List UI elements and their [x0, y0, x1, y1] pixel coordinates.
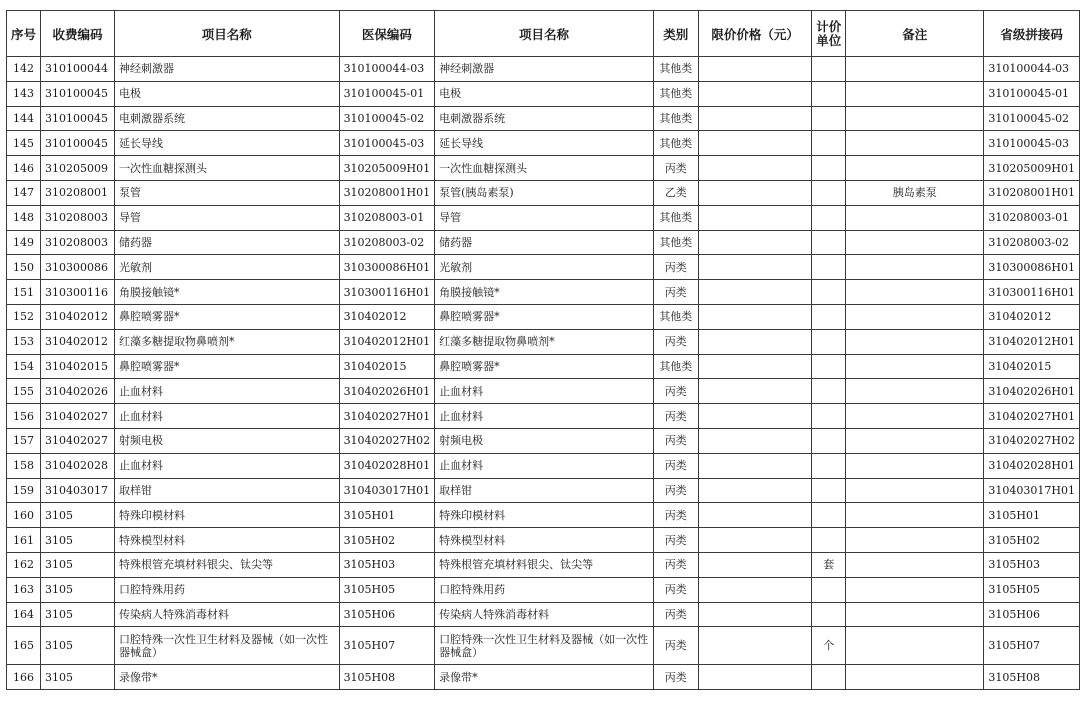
cell-category: 丙类 [653, 156, 698, 181]
cell-fee-code: 310100045 [41, 81, 115, 106]
cell-province-code: 310402026H01 [984, 379, 1080, 404]
header-item-name-2: 项目名称 [435, 11, 654, 57]
cell-medins-code: 3105H05 [339, 577, 435, 602]
cell-item-name-2: 储药器 [435, 230, 654, 255]
table-row [7, 106, 1080, 131]
cell-unit [812, 602, 846, 627]
cell-unit [812, 81, 846, 106]
cell-remark [846, 230, 984, 255]
cell-item-name-2: 录像带* [435, 665, 654, 690]
cell-category: 丙类 [653, 379, 698, 404]
cell-price-limit [698, 106, 812, 131]
cell-category: 其他类 [653, 57, 698, 82]
cell-category: 其他类 [653, 354, 698, 379]
cell-price-limit [698, 503, 812, 528]
cell-remark [846, 665, 984, 690]
cell-medins-code: 310402012H01 [339, 329, 435, 354]
cell-item-name: 特殊印模材料 [114, 503, 339, 528]
cell-fee-code: 310100045 [41, 106, 115, 131]
cell-item-name-2: 特殊模型材料 [435, 528, 654, 553]
cell-remark [846, 329, 984, 354]
cell-seq: 163 [7, 577, 41, 602]
cell-item-name: 泵管 [114, 180, 339, 205]
cell-seq: 156 [7, 404, 41, 429]
table-row [7, 503, 1080, 528]
cell-price-limit [698, 478, 812, 503]
cell-remark [846, 57, 984, 82]
cell-unit [812, 131, 846, 156]
cell-fee-code: 310205009 [41, 156, 115, 181]
cell-province-code: 310100045-02 [984, 106, 1080, 131]
cell-fee-code: 310100044 [41, 57, 115, 82]
cell-unit [812, 453, 846, 478]
cell-category: 丙类 [653, 503, 698, 528]
cell-seq: 145 [7, 131, 41, 156]
cell-medins-code: 3105H06 [339, 602, 435, 627]
cell-seq: 153 [7, 329, 41, 354]
header-category: 类别 [653, 11, 698, 57]
cell-fee-code: 3105 [41, 602, 115, 627]
table-row [7, 280, 1080, 305]
cell-remark [846, 478, 984, 503]
cell-unit [812, 354, 846, 379]
cell-category: 丙类 [653, 528, 698, 553]
cell-medins-code: 310205009H01 [339, 156, 435, 181]
cell-price-limit [698, 81, 812, 106]
cell-item-name-2: 特殊印模材料 [435, 503, 654, 528]
cell-price-limit [698, 57, 812, 82]
table-row [7, 577, 1080, 602]
cell-seq: 158 [7, 453, 41, 478]
cell-item-name: 口腔特殊用药 [114, 577, 339, 602]
cell-province-code: 310208003-01 [984, 205, 1080, 230]
cell-seq: 166 [7, 665, 41, 690]
cell-medins-code: 310100045-01 [339, 81, 435, 106]
cell-province-code: 310402027H02 [984, 428, 1080, 453]
cell-province-code: 310300116H01 [984, 280, 1080, 305]
cell-medins-code: 310208001H01 [339, 180, 435, 205]
cell-price-limit [698, 304, 812, 329]
cell-remark [846, 428, 984, 453]
cell-province-code: 310205009H01 [984, 156, 1080, 181]
cell-fee-code: 310402028 [41, 453, 115, 478]
cell-item-name: 射频电极 [114, 428, 339, 453]
cell-seq: 162 [7, 552, 41, 577]
cell-medins-code: 310100045-03 [339, 131, 435, 156]
cell-category: 其他类 [653, 304, 698, 329]
cell-unit [812, 57, 846, 82]
header-fee-code: 收费编码 [41, 11, 115, 57]
cell-fee-code: 310208003 [41, 205, 115, 230]
cell-fee-code: 310300116 [41, 280, 115, 305]
cell-province-code: 310208003-02 [984, 230, 1080, 255]
cell-province-code: 310402012H01 [984, 329, 1080, 354]
cell-remark [846, 552, 984, 577]
cell-item-name-2: 止血材料 [435, 404, 654, 429]
cell-province-code: 3105H03 [984, 552, 1080, 577]
header-price-limit: 限价价格（元） [698, 11, 812, 57]
cell-medins-code: 310100045-02 [339, 106, 435, 131]
cell-item-name-2: 口腔特殊用药 [435, 577, 654, 602]
cell-seq: 151 [7, 280, 41, 305]
cell-remark [846, 156, 984, 181]
cell-unit [812, 106, 846, 131]
cell-fee-code: 310300086 [41, 255, 115, 280]
cell-province-code: 310402015 [984, 354, 1080, 379]
header-remark: 备注 [846, 11, 984, 57]
table-row [7, 665, 1080, 690]
cell-unit [812, 428, 846, 453]
cell-remark [846, 528, 984, 553]
cell-price-limit [698, 602, 812, 627]
table-row [7, 304, 1080, 329]
cell-fee-code: 310402027 [41, 428, 115, 453]
cell-item-name-2: 神经刺激器 [435, 57, 654, 82]
cell-fee-code: 3105 [41, 503, 115, 528]
cell-fee-code: 310402027 [41, 404, 115, 429]
cell-item-name: 鼻腔喷雾器* [114, 304, 339, 329]
cell-fee-code: 310402012 [41, 304, 115, 329]
cell-unit [812, 528, 846, 553]
cell-item-name-2: 鼻腔喷雾器* [435, 354, 654, 379]
table-row [7, 156, 1080, 181]
cell-unit [812, 180, 846, 205]
cell-price-limit [698, 577, 812, 602]
cell-item-name: 止血材料 [114, 379, 339, 404]
table-row [7, 552, 1080, 577]
cell-item-name: 止血材料 [114, 453, 339, 478]
cell-category: 其他类 [653, 106, 698, 131]
cell-fee-code: 310403017 [41, 478, 115, 503]
table-row [7, 131, 1080, 156]
cell-province-code: 310100045-01 [984, 81, 1080, 106]
cell-price-limit [698, 552, 812, 577]
cell-medins-code: 310208003-02 [339, 230, 435, 255]
table-row [7, 627, 1080, 665]
cell-medins-code: 3105H02 [339, 528, 435, 553]
cell-unit [812, 379, 846, 404]
cell-unit [812, 255, 846, 280]
cell-price-limit [698, 180, 812, 205]
cell-seq: 147 [7, 180, 41, 205]
cell-price-limit [698, 230, 812, 255]
cell-unit [812, 503, 846, 528]
cell-province-code: 310100044-03 [984, 57, 1080, 82]
cell-item-name: 光敏剂 [114, 255, 339, 280]
cell-seq: 160 [7, 503, 41, 528]
header-unit [812, 11, 846, 57]
cell-item-name: 导管 [114, 205, 339, 230]
table-row [7, 379, 1080, 404]
cell-medins-code: 310300116H01 [339, 280, 435, 305]
cell-item-name: 录像带* [114, 665, 339, 690]
cell-medins-code: 310402015 [339, 354, 435, 379]
cell-province-code: 3105H05 [984, 577, 1080, 602]
cell-unit [812, 577, 846, 602]
cell-remark [846, 602, 984, 627]
cell-item-name-2: 泵管(胰岛素泵) [435, 180, 654, 205]
cell-medins-code: 3105H01 [339, 503, 435, 528]
cell-item-name: 止血材料 [114, 404, 339, 429]
cell-province-code: 3105H02 [984, 528, 1080, 553]
header-seq: 序号 [7, 11, 41, 57]
cell-remark [846, 404, 984, 429]
cell-category: 其他类 [653, 230, 698, 255]
cell-item-name: 特殊根管充填材料银尖、钛尖等 [114, 552, 339, 577]
cell-item-name-2: 射频电极 [435, 428, 654, 453]
table-row [7, 180, 1080, 205]
cell-unit [812, 280, 846, 305]
cell-price-limit [698, 665, 812, 690]
cell-unit [812, 304, 846, 329]
cell-category: 丙类 [653, 329, 698, 354]
cell-item-name-2: 角膜接触镜* [435, 280, 654, 305]
cell-fee-code: 3105 [41, 552, 115, 577]
cell-province-code: 3105H07 [984, 627, 1080, 665]
cell-remark [846, 106, 984, 131]
cell-medins-code: 310208003-01 [339, 205, 435, 230]
cell-medins-code: 310100044-03 [339, 57, 435, 82]
cell-item-name: 口腔特殊一次性卫生材料及器械（如一次性器械盒） [114, 627, 339, 665]
cell-item-name: 角膜接触镜* [114, 280, 339, 305]
header-row [7, 11, 1080, 57]
cell-price-limit [698, 379, 812, 404]
table-row [7, 57, 1080, 82]
cell-category: 丙类 [653, 602, 698, 627]
cell-category: 其他类 [653, 81, 698, 106]
cell-item-name-2: 传染病人特殊消毒材料 [435, 602, 654, 627]
cell-province-code: 3105H06 [984, 602, 1080, 627]
cell-fee-code: 3105 [41, 577, 115, 602]
cell-item-name: 电极 [114, 81, 339, 106]
cell-item-name-2: 鼻腔喷雾器* [435, 304, 654, 329]
cell-price-limit [698, 329, 812, 354]
cell-item-name-2: 红藻多糖提取物鼻喷剂* [435, 329, 654, 354]
table-row [7, 329, 1080, 354]
cell-remark [846, 280, 984, 305]
cell-category: 丙类 [653, 478, 698, 503]
cell-medins-code: 310403017H01 [339, 478, 435, 503]
cell-seq: 149 [7, 230, 41, 255]
cell-seq: 148 [7, 205, 41, 230]
cell-price-limit [698, 280, 812, 305]
cell-medins-code: 310300086H01 [339, 255, 435, 280]
cell-seq: 152 [7, 304, 41, 329]
cell-remark [846, 354, 984, 379]
cell-fee-code: 310402012 [41, 329, 115, 354]
cell-province-code: 310208001H01 [984, 180, 1080, 205]
cell-item-name-2: 一次性血糖探测头 [435, 156, 654, 181]
cell-price-limit [698, 255, 812, 280]
cell-seq: 150 [7, 255, 41, 280]
cell-province-code: 3105H01 [984, 503, 1080, 528]
cell-item-name-2: 电刺激器系统 [435, 106, 654, 131]
cell-medins-code: 310402026H01 [339, 379, 435, 404]
cell-medins-code: 3105H07 [339, 627, 435, 665]
cell-fee-code: 3105 [41, 528, 115, 553]
cell-item-name-2: 止血材料 [435, 379, 654, 404]
cell-item-name: 电刺激器系统 [114, 106, 339, 131]
cell-item-name-2: 特殊根管充填材料银尖、钛尖等 [435, 552, 654, 577]
header-unit-line2: 单位 [816, 32, 842, 48]
cell-item-name-2: 延长导线 [435, 131, 654, 156]
table-row [7, 453, 1080, 478]
header-province-code: 省级拼接码 [984, 11, 1080, 57]
cell-seq: 155 [7, 379, 41, 404]
cell-seq: 154 [7, 354, 41, 379]
cell-medins-code: 310402028H01 [339, 453, 435, 478]
cell-price-limit [698, 131, 812, 156]
cell-remark [846, 255, 984, 280]
cell-item-name: 储药器 [114, 230, 339, 255]
cell-unit: 个 [812, 627, 846, 665]
cell-item-name-2: 导管 [435, 205, 654, 230]
cell-price-limit [698, 354, 812, 379]
header-medins-code: 医保编码 [339, 11, 435, 57]
cell-medins-code: 3105H03 [339, 552, 435, 577]
cell-fee-code: 310402015 [41, 354, 115, 379]
cell-price-limit [698, 453, 812, 478]
cell-seq: 161 [7, 528, 41, 553]
table-row [7, 81, 1080, 106]
cell-seq: 159 [7, 478, 41, 503]
cell-fee-code: 310402026 [41, 379, 115, 404]
cell-price-limit [698, 428, 812, 453]
cell-item-name: 红藻多糖提取物鼻喷剂* [114, 329, 339, 354]
cell-seq: 165 [7, 627, 41, 665]
cell-fee-code: 3105 [41, 627, 115, 665]
cell-province-code: 310300086H01 [984, 255, 1080, 280]
cell-category: 丙类 [653, 404, 698, 429]
cell-unit [812, 478, 846, 503]
header-item-name: 项目名称 [114, 11, 339, 57]
cell-medins-code: 3105H08 [339, 665, 435, 690]
cell-remark [846, 627, 984, 665]
cell-price-limit [698, 528, 812, 553]
table-row [7, 354, 1080, 379]
cell-remark [846, 131, 984, 156]
cell-seq: 146 [7, 156, 41, 181]
cell-item-name: 鼻腔喷雾器* [114, 354, 339, 379]
cell-item-name: 一次性血糖探测头 [114, 156, 339, 181]
cell-fee-code: 310208003 [41, 230, 115, 255]
cell-unit [812, 205, 846, 230]
cell-province-code: 3105H08 [984, 665, 1080, 690]
table-row [7, 230, 1080, 255]
cell-seq: 164 [7, 602, 41, 627]
cell-category: 其他类 [653, 205, 698, 230]
cell-category: 丙类 [653, 428, 698, 453]
cell-category: 其他类 [653, 131, 698, 156]
cell-seq: 144 [7, 106, 41, 131]
cell-category: 丙类 [653, 552, 698, 577]
cell-seq: 157 [7, 428, 41, 453]
table-row [7, 528, 1080, 553]
cell-item-name-2: 取样钳 [435, 478, 654, 503]
cell-item-name: 特殊模型材料 [114, 528, 339, 553]
table-row [7, 478, 1080, 503]
cell-price-limit [698, 205, 812, 230]
cell-medins-code: 310402027H02 [339, 428, 435, 453]
cell-province-code: 310402012 [984, 304, 1080, 329]
cell-remark [846, 304, 984, 329]
price-table [6, 10, 1080, 690]
table-row [7, 404, 1080, 429]
cell-remark [846, 205, 984, 230]
cell-unit [812, 156, 846, 181]
cell-medins-code: 310402012 [339, 304, 435, 329]
cell-category: 丙类 [653, 255, 698, 280]
cell-unit [812, 329, 846, 354]
cell-category: 乙类 [653, 180, 698, 205]
cell-remark [846, 503, 984, 528]
cell-remark [846, 379, 984, 404]
cell-province-code: 310402027H01 [984, 404, 1080, 429]
cell-category: 丙类 [653, 453, 698, 478]
cell-category: 丙类 [653, 627, 698, 665]
cell-medins-code: 310402027H01 [339, 404, 435, 429]
table-row [7, 255, 1080, 280]
cell-seq: 143 [7, 81, 41, 106]
cell-item-name: 传染病人特殊消毒材料 [114, 602, 339, 627]
cell-unit [812, 404, 846, 429]
cell-remark [846, 81, 984, 106]
cell-province-code: 310100045-03 [984, 131, 1080, 156]
cell-unit [812, 665, 846, 690]
cell-item-name: 取样钳 [114, 478, 339, 503]
cell-item-name-2: 止血材料 [435, 453, 654, 478]
cell-item-name-2: 口腔特殊一次性卫生材料及器械（如一次性器械盒） [435, 627, 654, 665]
table-row [7, 602, 1080, 627]
cell-price-limit [698, 404, 812, 429]
cell-remark [846, 577, 984, 602]
header-unit-line1: 计价 [816, 18, 842, 34]
cell-remark: 胰岛素泵 [846, 180, 984, 205]
table-row [7, 428, 1080, 453]
cell-category: 丙类 [653, 577, 698, 602]
cell-price-limit [698, 627, 812, 665]
cell-fee-code: 310208001 [41, 180, 115, 205]
cell-province-code: 310403017H01 [984, 478, 1080, 503]
cell-item-name: 神经刺激器 [114, 57, 339, 82]
cell-item-name-2: 光敏剂 [435, 255, 654, 280]
cell-category: 丙类 [653, 280, 698, 305]
cell-fee-code: 3105 [41, 665, 115, 690]
cell-remark [846, 453, 984, 478]
table-row [7, 205, 1080, 230]
cell-item-name-2: 电极 [435, 81, 654, 106]
cell-unit: 套 [812, 552, 846, 577]
cell-item-name: 延长导线 [114, 131, 339, 156]
cell-price-limit [698, 156, 812, 181]
cell-category: 丙类 [653, 665, 698, 690]
cell-province-code: 310402028H01 [984, 453, 1080, 478]
cell-seq: 142 [7, 57, 41, 82]
table-body [7, 57, 1080, 690]
cell-fee-code: 310100045 [41, 131, 115, 156]
cell-unit [812, 230, 846, 255]
